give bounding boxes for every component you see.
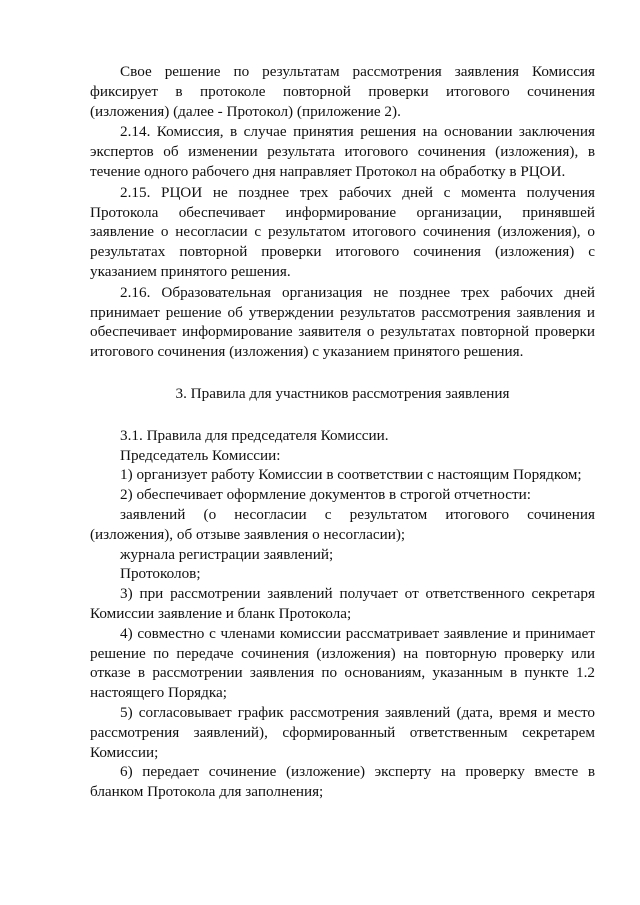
paragraph-2-16: 2.16. Образовательная организация не позднее трех рабочих дней принимает решение об утверждении результатов рассмотрения заявления и обеспечивает информирование заявителя о результатах повторной проверки итогового сочинения (изложения) с указанием принятого решения. bbox=[90, 283, 595, 361]
list-item-3: 3) при рассмотрении заявлений получает от ответственного секретаря Комиссии заявление и бланк Протокола; bbox=[90, 585, 595, 622]
list-item-1: 1) организует работу Комиссии в соответствии с настоящим Порядком; bbox=[120, 466, 582, 484]
list-item-6: 6) передает сочинение (изложение) эксперту на проверку вместе в бланком Протокола для заполнения; bbox=[90, 763, 595, 801]
section-heading: 3. Правила для участников рассмотрения заявления bbox=[175, 384, 510, 402]
paragraph-decision: Свое решение по результатам рассмотрения заявления Комиссия фиксирует в протоколе повторной проверки итогового сочинения (изложения) (далее - Протокол) (приложение 2). bbox=[90, 63, 595, 120]
list-item-2c: Протоколов; bbox=[120, 565, 201, 583]
list-item-2a: заявлений (о несогласии с результатом итогового сочинения (изложения), об отзыве заявления о несогласии); bbox=[90, 505, 595, 543]
subsection-title: 3.1. Правила для председателя Комиссии. bbox=[120, 426, 389, 444]
list-item-2: 2) обеспечивает оформление документов в строгой отчетности: bbox=[120, 486, 532, 504]
paragraph-2-15: 2.15. РЦОИ не позднее трех рабочих дней с момента получения Протокола обеспечивает информирование организации, принявшей заявление о несогласии с результатом итогового сочинения (изложения), о результатах повторной проверки итогового сочинения (изложения) с указанием принятого решения. bbox=[90, 183, 595, 280]
list-item-2b: журнала регистрации заявлений; bbox=[120, 545, 334, 563]
document-page bbox=[90, 62, 595, 802]
paragraph-2-14: 2.14. Комиссия, в случае принятия решения на основании заключения экспертов об изменении результата итогового сочинения (изложения), в течение одного рабочего дня направляет Протокол на обработку в РЦОИ. bbox=[90, 123, 595, 180]
subsection-lead: Председатель Комиссии: bbox=[120, 446, 281, 464]
list-item-5: 5) согласовывает график рассмотрения заявлений (дата, время и место рассмотрения заявлений), сформированный ответственным секретарем Комиссии; bbox=[90, 703, 595, 761]
list-item-4: 4) совместно с членами комиссии рассматривает заявление и принимает решение по передаче сочинения (изложения) на повторную проверку или отказе в рассмотрении заявления по основаниям, указанным в пункте 1.2 настоящего Порядка; bbox=[90, 624, 595, 702]
